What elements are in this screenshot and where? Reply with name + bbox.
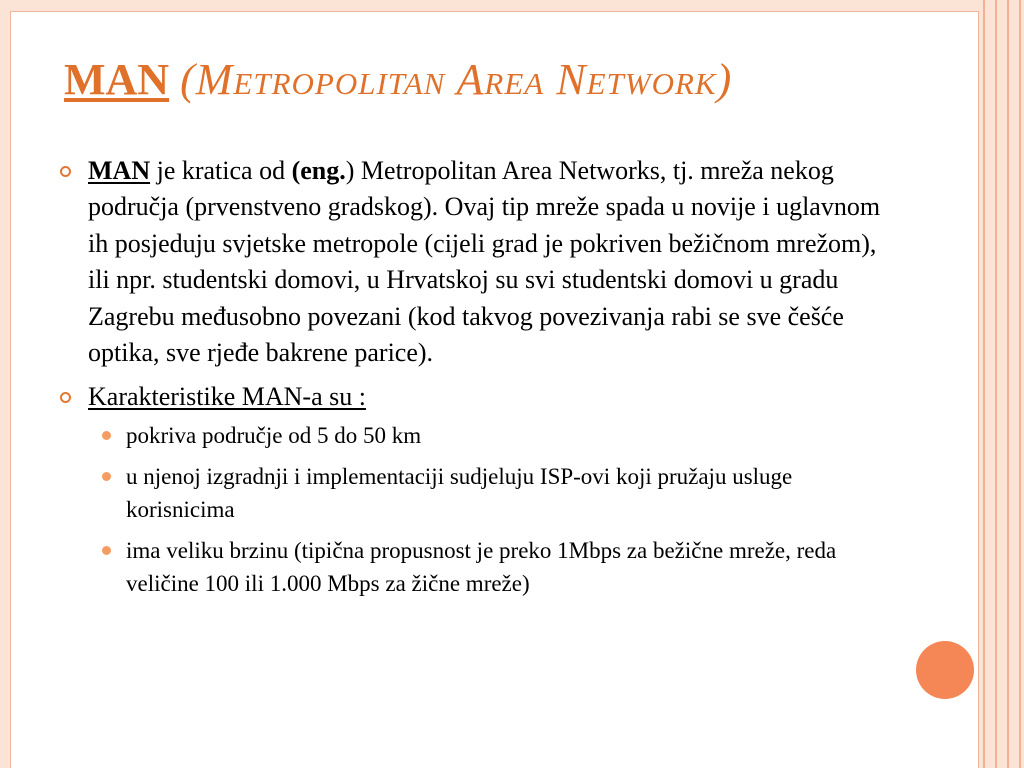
characteristics-label: Karakteristike MAN-a su : [88, 382, 366, 412]
slide-body [60, 153, 890, 600]
list-item [100, 534, 890, 600]
dot-bullet-icon [102, 546, 111, 555]
slide-title [64, 54, 732, 106]
bullet-characteristics [60, 379, 890, 415]
term-man: MAN [88, 156, 151, 185]
title-abbreviation: MAN [64, 55, 170, 104]
list-item-text: ima veliku brzinu (tipična propusnost je preko 1Mbps za bežične mreže, reda veličine 100 ili 1.000 Mbps za žične mreže) [126, 537, 837, 596]
decorative-circle [916, 641, 974, 699]
definition-text-b: ) Metropolitan Area Networks, tj. mreža nekog područja (prvenstveno gradskog). Ovaj tip mreže spada u novije i uglavnom ih posjeduju svjetske metropole (cijeli grad je pokriven bežičnom mrežom), ili npr. studentski domovi, u Hrvatskoj su svi studentski domovi u gradu Zagrebu međusobno povezani (kod takvog povezivanja rabi se sve češće optika, sve rjeđe bakrene parice). [88, 156, 881, 368]
dot-bullet-icon [102, 431, 111, 440]
list-item [100, 460, 890, 526]
list-item [100, 419, 890, 452]
dot-bullet-icon [102, 472, 111, 481]
list-item-text: u njenoj izgradnji i implementaciji sudjeluju ISP-ovi koji pružaju usluge korisnicima [126, 463, 793, 522]
ring-bullet-icon [60, 166, 71, 177]
decorative-stripes [978, 0, 1024, 768]
ring-bullet-icon [60, 392, 71, 403]
definition-text-a: je kratica od [150, 156, 292, 185]
list-item-text: pokriva područje od 5 do 50 km [126, 422, 422, 448]
characteristics-list [100, 419, 890, 600]
eng-abbreviation: (eng. [291, 156, 346, 185]
bullet-man-definition [60, 153, 890, 371]
title-full-name: (Metropolitan Area Network) [180, 55, 733, 104]
